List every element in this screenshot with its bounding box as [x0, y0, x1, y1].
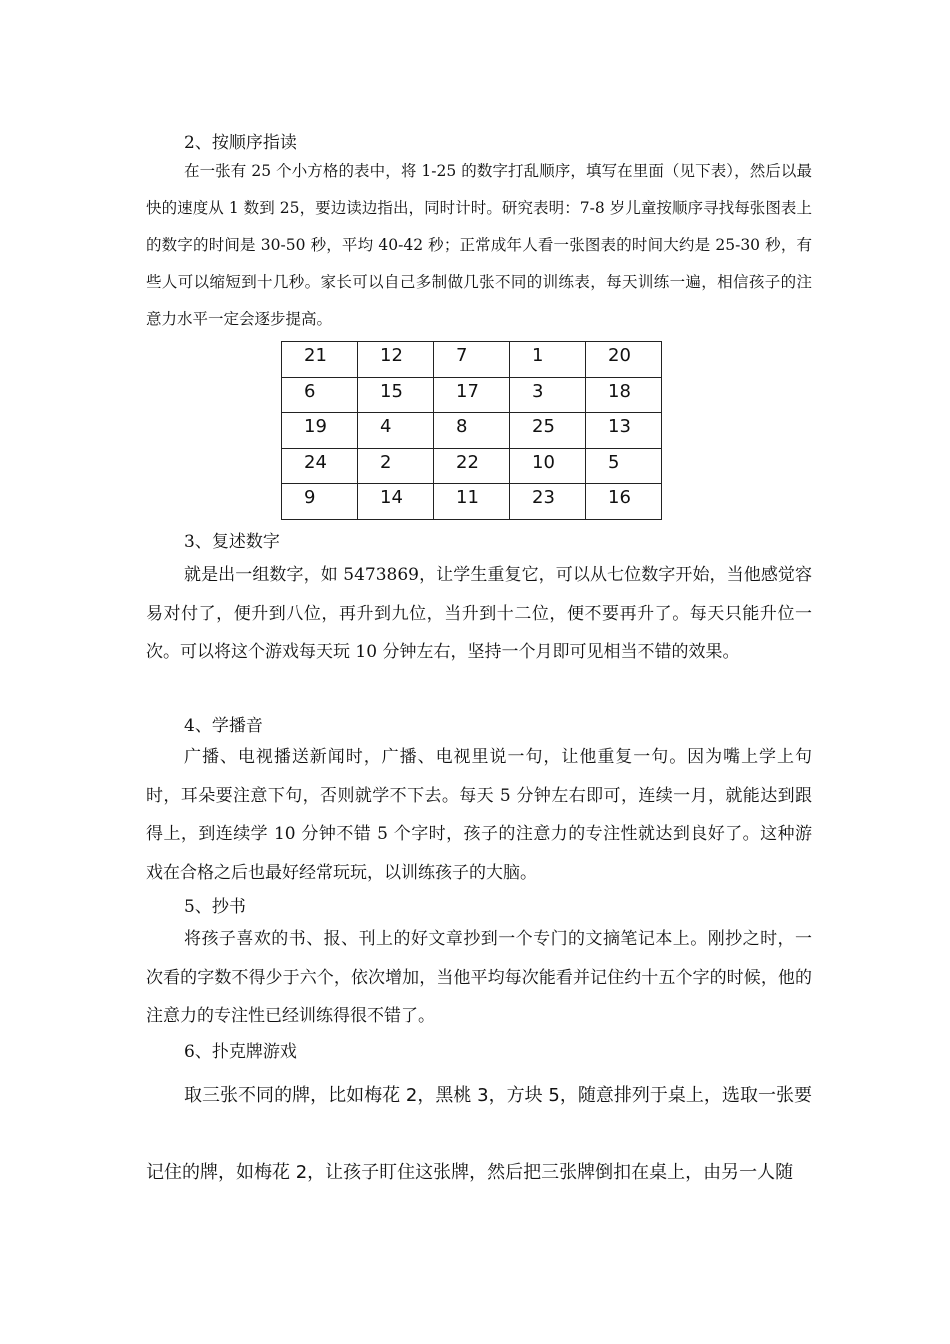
grid-cell: 13 [586, 413, 662, 449]
section-5-heading: 5、抄书 [184, 897, 246, 917]
section-4-body: 广播、电视播送新闻时，广播、电视里说一句，让他重复一句。因为嘴上学上句时，耳朵要注意下句，否则就学不下去。每天 5 分钟左右即可，连续一月，就能达到跟得上，到连续学 10 分钟不错 5 个字时，孩子的注意力的专注性就达到良好了。这种游戏在合格之后也最好经常玩玩，以训练孩子的大脑。 [146, 747, 812, 883]
grid-cell: 9 [282, 484, 358, 520]
grid-cell: 14 [358, 484, 434, 520]
grid-row [282, 484, 662, 520]
grid-cell: 17 [434, 377, 510, 413]
section-6-heading: 6、扑克牌游戏 [184, 1042, 297, 1062]
grid-cell: 11 [434, 484, 510, 520]
grid-cell: 12 [358, 342, 434, 378]
grid-row [282, 448, 662, 484]
grid-cell: 8 [434, 413, 510, 449]
grid-row [282, 342, 662, 378]
grid-row [282, 413, 662, 449]
grid-cell: 18 [586, 377, 662, 413]
section-5-body: 将孩子喜欢的书、报、刊上的好文章抄到一个专门的文摘笔记本上。刚抄之时，一次看的字数不得少于六个，依次增加，当他平均每次能看并记住约十五个字的时候，他的注意力的专注性已经训练得很不错了。 [146, 929, 812, 1026]
section-4-heading: 4、学播音 [184, 716, 263, 736]
section-2-heading: 2、按顺序指读 [184, 133, 297, 153]
grid-cell: 4 [358, 413, 434, 449]
grid-cell: 24 [282, 448, 358, 484]
section-3-heading: 3、复述数字 [184, 532, 280, 552]
grid-cell: 22 [434, 448, 510, 484]
grid-cell: 1 [510, 342, 586, 378]
grid-cell: 2 [358, 448, 434, 484]
grid-cell: 19 [282, 413, 358, 449]
section-6-body: 取三张不同的牌，比如梅花 2，黑桃 3，方块 5，随意排列于桌上，选取一张要记住的牌，如梅花 2，让孩子盯住这张牌，然后把三张牌倒扣在桌上，由另一人随 [146, 1085, 812, 1183]
grid-cell: 5 [586, 448, 662, 484]
section-2-body: 在一张有 25 个小方格的表中，将 1-25 的数字打乱顺序，填写在里面（见下表），然后以最快的速度从 1 数到 25，要边读边指出，同时计时。研究表明：7-8 岁儿童按顺序寻找每张图表上的数字的时间是 30-50 秒，平均 40-42 秒；正常成年人看一张图表的时间大约是 25-30 秒，有些人可以缩短到十几秒。家长可以自己多制做几张不同的训练表，每天训练一遍，相信孩子的注意力水平一定会逐步提高。 [146, 162, 812, 328]
grid-cell: 25 [510, 413, 586, 449]
number-grid-table [281, 341, 662, 520]
grid-cell: 20 [586, 342, 662, 378]
grid-row [282, 377, 662, 413]
section-3-body: 就是出一组数字，如 5473869，让学生重复它，可以从七位数字开始，当他感觉容易对付了，便升到八位，再升到九位，当升到十二位，便不要再升了。每天只能升位一次。可以将这个游戏每天玩 10 分钟左右，坚持一个月即可见相当不错的效果。 [146, 565, 812, 662]
grid-cell: 16 [586, 484, 662, 520]
grid-cell: 10 [510, 448, 586, 484]
grid-cell: 7 [434, 342, 510, 378]
grid-cell: 23 [510, 484, 586, 520]
grid-cell: 3 [510, 377, 586, 413]
grid-cell: 15 [358, 377, 434, 413]
grid-cell: 6 [282, 377, 358, 413]
grid-cell: 21 [282, 342, 358, 378]
